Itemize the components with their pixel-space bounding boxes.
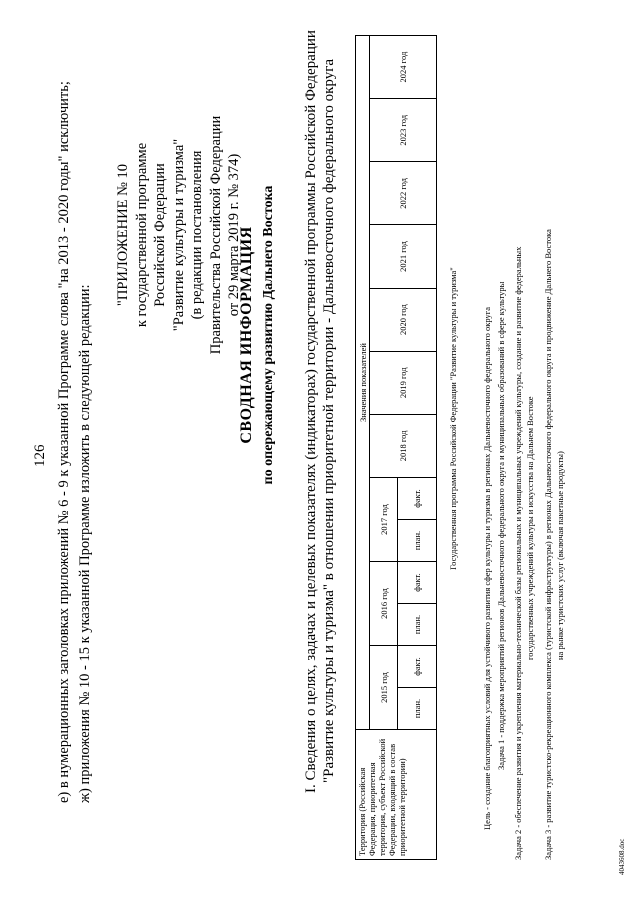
plan-cell: план. bbox=[398, 688, 437, 730]
task-2-row: Задача 2 - обеспечение развития и укрепления материально-технической базы региональных и муниципальных учреждений культуры, создание и развитие федеральных bbox=[513, 246, 523, 860]
title-line-1: СВОДНАЯ ИНФОРМАЦИЯ bbox=[238, 226, 255, 444]
year-header-2016: 2016 год bbox=[370, 562, 398, 646]
territory-header: Территория (Российская Федерация, приоритетная территория, субъект Российской Федерации, входящий в состав приоритетной территории) bbox=[356, 730, 437, 860]
footer-filename: 4043608.doc bbox=[618, 838, 626, 875]
page-number: 126 bbox=[32, 444, 48, 467]
fact-cell: факт. bbox=[398, 646, 437, 688]
year-header-2021: 2021 год bbox=[370, 225, 437, 288]
goal-row: Цель - создание благоприятных условий для устойчивого развития сфер культуры и туризма в регионах Дальневосточного федерального округа bbox=[482, 306, 492, 830]
year-header-2020: 2020 год bbox=[370, 288, 437, 351]
annex-line: Российской Федерации bbox=[152, 163, 168, 307]
annex-line: "ПРИЛОЖЕНИЕ № 10 bbox=[115, 163, 131, 307]
plan-cell: план. bbox=[398, 520, 437, 562]
annex-line: "Развитие культуры и туризма" bbox=[170, 138, 187, 332]
amendment-line-e: е) в нумерационных заголовках приложений № 6 - 9 к указанной Программе слова "на 2013 - 2020 годы" исключить; bbox=[56, 81, 72, 803]
year-header-2022: 2022 год bbox=[370, 162, 437, 225]
year-header-2023: 2023 год bbox=[370, 99, 437, 162]
indicators-table bbox=[355, 35, 437, 860]
year-header-2024: 2024 год bbox=[370, 36, 437, 99]
annex-line: к государственной программе bbox=[133, 142, 150, 328]
document-title bbox=[238, 135, 277, 535]
fact-cell: факт. bbox=[398, 478, 437, 520]
title-line-2: по опережающему развитию Дальнего Востока bbox=[261, 185, 276, 485]
year-header-2019: 2019 год bbox=[370, 351, 437, 414]
program-row: Государственная программа Российской Федерации "Развитие культуры и туризма" bbox=[448, 267, 458, 570]
task-3-row: Задача 3 - развитие туристско-рекреационного комплекса (туристской инфраструктуры) в регионах Дальневосточного федерального округа и продвижение Дальнего Востока bbox=[543, 229, 553, 860]
task-3-row-cont: на рынке туристских услуг (включая пакетные продукты) bbox=[555, 451, 565, 660]
annex-line: (в редакции постановления bbox=[189, 150, 205, 320]
annex-line: от 29 марта 2019 г. № 374) bbox=[226, 153, 242, 317]
fact-cell: факт. bbox=[398, 562, 437, 604]
year-header-2017: 2017 год bbox=[370, 478, 398, 562]
task-2-row-cont: государственных учреждений культуры и искусства на Дальнем Востоке bbox=[525, 396, 535, 660]
values-header: Значения показателей bbox=[356, 36, 370, 730]
plan-cell: план. bbox=[398, 604, 437, 646]
section-heading-line-1: I. Сведения о целях, задачах и целевых показателях (индикаторах) государственной программы Российской Федерации bbox=[303, 30, 319, 793]
annex-block bbox=[114, 85, 244, 385]
task-1-row: Задача 1 - поддержка мероприятий регионов Дальневосточного федерального округа и муниципальных образований в сфере культуры bbox=[496, 281, 506, 770]
year-header-2015: 2015 год bbox=[370, 646, 398, 730]
year-header-2018: 2018 год bbox=[370, 414, 437, 477]
section-heading-line-2: "Развитие культуры и туризма" в отношении приоритетной территории - Дальневосточного федерального округа bbox=[321, 58, 337, 783]
section-heading bbox=[302, 30, 338, 793]
amendment-line-zh: ж) приложения № 10 - 15 к указанной Программе изложить в следующей редакции: bbox=[77, 284, 93, 803]
annex-line: Правительства Российской Федерации bbox=[207, 115, 224, 355]
